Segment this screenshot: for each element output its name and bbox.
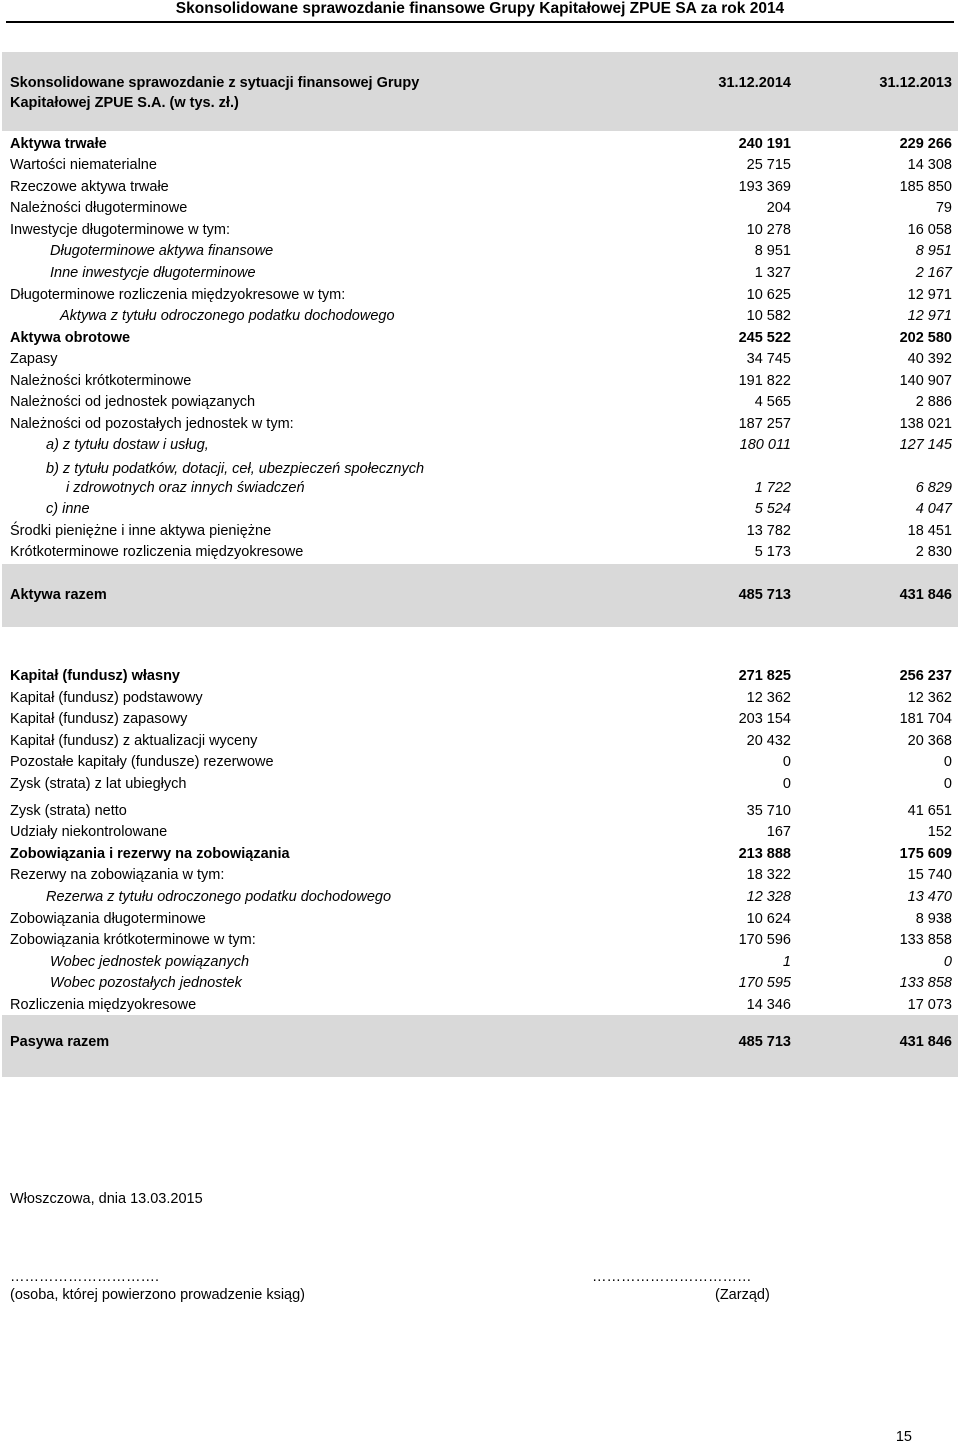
table-row xyxy=(0,306,960,327)
table-row xyxy=(0,392,960,413)
row-label: Rezerwy na zobowiązania w tym: xyxy=(10,867,225,883)
row-label: Pasywa razem xyxy=(10,1034,110,1050)
row-value-2013: 4 047 xyxy=(915,501,952,517)
row-value-2014: 180 011 xyxy=(739,437,791,453)
statement-title-line1: Skonsolidowane sprawozdanie z sytuacji finansowej Grupy xyxy=(10,75,420,91)
statement-title-line2: Kapitałowej ZPUE S.A. (w tys. zł.) xyxy=(10,95,239,111)
assets-total-row xyxy=(0,585,960,606)
row-value-2014: 20 432 xyxy=(746,733,791,749)
signature-label-accountant: (osoba, której powierzono prowadzenie ksiąg) xyxy=(10,1287,305,1303)
row-value-2013: 229 266 xyxy=(899,136,952,152)
row-value-2014: 187 257 xyxy=(738,416,791,432)
row-value-2014: 12 328 xyxy=(746,889,791,905)
row-value-2014: 5 524 xyxy=(754,501,791,517)
header-rule xyxy=(6,21,954,23)
column-header-2013: 31.12.2013 xyxy=(879,75,952,91)
row-label: Zobowiązania i rezerwy na zobowiązania xyxy=(10,846,290,862)
row-value-2014: 0 xyxy=(782,776,791,792)
row-value-2014: 34 745 xyxy=(746,351,791,367)
table-row xyxy=(0,521,960,542)
row-value-2014: 240 191 xyxy=(738,136,791,152)
row-value-2014: 8 951 xyxy=(754,243,791,259)
row-label: Aktywa trwałe xyxy=(10,136,107,152)
row-label: Zobowiązania długoterminowe xyxy=(10,911,206,927)
row-value-2013: 431 846 xyxy=(899,1034,952,1050)
row-value-2014: 14 346 xyxy=(746,997,791,1013)
row-value-2013: 185 850 xyxy=(899,179,952,195)
row-label: Udziały niekontrolowane xyxy=(10,824,168,840)
row-label: Należności od jednostek powiązanych xyxy=(10,394,256,410)
row-label: Kapitał (fundusz) własny xyxy=(10,668,180,684)
row-label: Zobowiązania krótkoterminowe w tym: xyxy=(10,932,256,948)
row-value-2014: 1 722 xyxy=(754,480,791,496)
row-value-2013: 2 830 xyxy=(915,544,952,560)
row-value-2013: 12 362 xyxy=(907,690,952,706)
row-value-2014: 18 322 xyxy=(746,867,791,883)
row-label: Rozliczenia międzyokresowe xyxy=(10,997,197,1013)
row-value-2013: 127 145 xyxy=(899,437,952,453)
row-label: Środki pieniężne i inne aktywa pieniężne xyxy=(10,523,272,539)
row-value-2014: 204 xyxy=(766,200,791,216)
row-value-2014: 245 522 xyxy=(738,330,791,346)
signature-dots-left: …………………………. xyxy=(10,1269,160,1285)
row-value-2013: 6 829 xyxy=(915,480,952,496)
row-value-2013: 40 392 xyxy=(907,351,952,367)
row-value-2013: 133 858 xyxy=(899,932,952,948)
document-header-title: Skonsolidowane sprawozdanie finansowe Grupy Kapitałowej ZPUE SA za rok 2014 xyxy=(175,0,785,17)
row-value-2014: 485 713 xyxy=(738,1034,791,1050)
place-date: Włoszczowa, dnia 13.03.2015 xyxy=(10,1191,203,1207)
row-value-2014: 25 715 xyxy=(746,157,791,173)
row-value-2013: 2 167 xyxy=(915,265,952,281)
row-label: Aktywa z tytułu odroczonego podatku dochodowego xyxy=(60,308,395,324)
row-label: Należności długoterminowe xyxy=(10,200,188,216)
table-row xyxy=(0,241,960,262)
row-value-2014: 203 154 xyxy=(738,711,791,727)
row-value-2014: 193 369 xyxy=(738,179,791,195)
row-value-2013: 8 938 xyxy=(915,911,952,927)
row-value-2014: 10 625 xyxy=(746,287,791,303)
row-value-2014: 12 362 xyxy=(746,690,791,706)
row-label: Aktywa obrotowe xyxy=(10,330,131,346)
table-row xyxy=(0,198,960,219)
row-value-2014: 10 624 xyxy=(746,911,791,927)
table-row xyxy=(0,952,960,973)
row-label: Inne inwestycje długoterminowe xyxy=(50,265,256,281)
row-value-2013: 140 907 xyxy=(899,373,952,389)
row-label: Kapitał (fundusz) zapasowy xyxy=(10,711,188,727)
row-value-2013: 20 368 xyxy=(907,733,952,749)
table-row xyxy=(0,973,960,994)
row-value-2013: 18 451 xyxy=(907,523,952,539)
row-label: Rezerwa z tytułu odroczonego podatku dochodowego xyxy=(46,889,392,905)
table-row xyxy=(0,774,960,795)
table-row xyxy=(0,930,960,951)
row-value-2013: 152 xyxy=(927,824,952,840)
table-row xyxy=(0,499,960,520)
row-label: Zapasy xyxy=(10,351,58,367)
table-row xyxy=(0,349,960,370)
row-value-2013: 16 058 xyxy=(907,222,952,238)
table-row xyxy=(0,844,960,865)
signature-label-board: (Zarząd) xyxy=(715,1287,770,1303)
table-row xyxy=(0,435,960,456)
row-value-2013: 79 xyxy=(935,200,952,216)
row-value-2014: 170 596 xyxy=(738,932,791,948)
table-row xyxy=(0,478,960,499)
row-value-2013: 181 704 xyxy=(899,711,952,727)
table-row xyxy=(0,731,960,752)
row-value-2013: 138 021 xyxy=(899,416,952,432)
table-row xyxy=(0,177,960,198)
table-row xyxy=(0,801,960,822)
table-row xyxy=(0,285,960,306)
row-value-2013: 0 xyxy=(943,954,952,970)
table-row xyxy=(0,822,960,843)
row-value-2014: 35 710 xyxy=(746,803,791,819)
table-row xyxy=(0,414,960,435)
table-row xyxy=(0,459,960,480)
table-row xyxy=(0,220,960,241)
row-value-2013: 17 073 xyxy=(907,997,952,1013)
row-value-2014: 4 565 xyxy=(754,394,791,410)
row-label: Pozostałe kapitały (fundusze) rezerwowe xyxy=(10,754,274,770)
table-row xyxy=(0,371,960,392)
row-value-2013: 133 858 xyxy=(899,975,952,991)
table-row xyxy=(0,134,960,155)
row-value-2014: 170 595 xyxy=(738,975,791,991)
row-label: Aktywa razem xyxy=(10,587,107,603)
row-value-2013: 202 580 xyxy=(899,330,952,346)
row-value-2014: 213 888 xyxy=(738,846,791,862)
row-value-2013: 256 237 xyxy=(899,668,952,684)
row-label: Rzeczowe aktywa trwałe xyxy=(10,179,169,195)
row-label: Wobec jednostek powiązanych xyxy=(50,954,250,970)
row-value-2013: 2 886 xyxy=(915,394,952,410)
document-header xyxy=(0,0,960,26)
row-label: Należności od pozostałych jednostek w tym: xyxy=(10,416,294,432)
row-value-2013: 15 740 xyxy=(907,867,952,883)
row-label: Krótkoterminowe rozliczenia międzyokresowe xyxy=(10,544,304,560)
row-value-2013: 14 308 xyxy=(907,157,952,173)
signature-dots-right: …………………………… xyxy=(592,1269,752,1285)
row-label: c) inne xyxy=(46,501,90,517)
row-value-2013: 41 651 xyxy=(907,803,952,819)
row-label: Długoterminowe rozliczenia międzyokresowe w tym: xyxy=(10,287,346,303)
table-row xyxy=(0,752,960,773)
row-value-2013: 13 470 xyxy=(907,889,952,905)
table-row xyxy=(0,688,960,709)
row-label: Wartości niematerialne xyxy=(10,157,157,173)
table-row xyxy=(0,666,960,687)
row-value-2014: 1 327 xyxy=(754,265,791,281)
row-value-2013: 0 xyxy=(943,776,952,792)
row-value-2013: 8 951 xyxy=(915,243,952,259)
table-row xyxy=(0,909,960,930)
row-label: i zdrowotnych oraz innych świadczeń xyxy=(66,480,305,496)
row-value-2013: 175 609 xyxy=(899,846,952,862)
row-label: b) z tytułu podatków, dotacji, ceł, ubezpieczeń społecznych xyxy=(46,461,425,477)
row-label: a) z tytułu dostaw i usług, xyxy=(46,437,209,453)
row-value-2014: 485 713 xyxy=(738,587,791,603)
row-label: Inwestycje długoterminowe w tym: xyxy=(10,222,230,238)
statement-title xyxy=(10,73,510,113)
row-label: Wobec pozostałych jednostek xyxy=(50,975,242,991)
row-label: Zysk (strata) z lat ubiegłych xyxy=(10,776,187,792)
row-value-2014: 191 822 xyxy=(738,373,791,389)
row-value-2013: 12 971 xyxy=(907,287,952,303)
row-label: Kapitał (fundusz) podstawowy xyxy=(10,690,203,706)
row-value-2013: 431 846 xyxy=(899,587,952,603)
column-header-2014: 31.12.2014 xyxy=(718,75,791,91)
table-row xyxy=(0,263,960,284)
row-value-2013: 0 xyxy=(943,754,952,770)
row-label: Kapitał (fundusz) z aktualizacji wyceny xyxy=(10,733,258,749)
row-value-2014: 5 173 xyxy=(754,544,791,560)
page-number: 15 xyxy=(895,1429,912,1445)
row-value-2014: 1 xyxy=(782,954,791,970)
row-value-2014: 10 582 xyxy=(746,308,791,324)
row-value-2013: 12 971 xyxy=(907,308,952,324)
row-label: Należności krótkoterminowe xyxy=(10,373,192,389)
table-row xyxy=(0,887,960,908)
row-value-2014: 271 825 xyxy=(738,668,791,684)
row-value-2014: 0 xyxy=(782,754,791,770)
row-label: Zysk (strata) netto xyxy=(10,803,127,819)
row-value-2014: 167 xyxy=(766,824,791,840)
table-row xyxy=(0,995,960,1016)
row-label: Długoterminowe aktywa finansowe xyxy=(50,243,274,259)
table-row xyxy=(0,155,960,176)
table-row xyxy=(0,542,960,563)
table-row xyxy=(0,328,960,349)
table-row xyxy=(0,865,960,886)
row-value-2014: 10 278 xyxy=(746,222,791,238)
row-value-2014: 13 782 xyxy=(746,523,791,539)
liabilities-total-row xyxy=(0,1032,960,1053)
table-row xyxy=(0,709,960,730)
